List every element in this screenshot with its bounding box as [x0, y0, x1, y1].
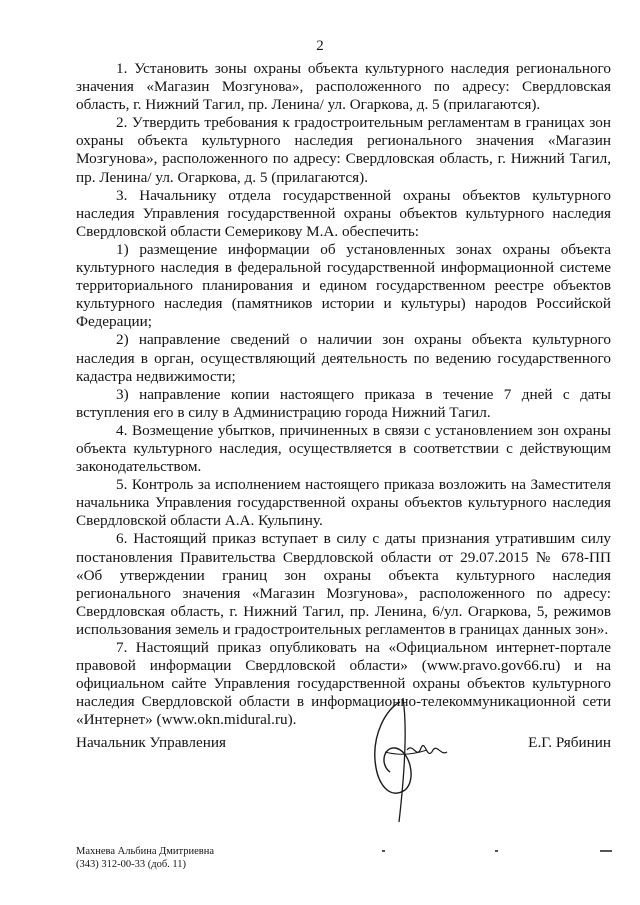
signatory-position: Начальник Управления	[76, 734, 226, 751]
executor-phone: (343) 312-00-33 (доб. 11)	[76, 858, 187, 870]
handwritten-signature	[355, 690, 455, 830]
subitem-1: 1) размещение информации об установленных зонах охраны объекта культурного наследия в федеральной государственной информационной системе территориального планирования и едином государственном реестре объектов культурного наследия (памятников истории и культуры) народов Российской Федерации;	[76, 240, 611, 331]
subitem-2: 2) направление сведений о наличии зон охраны объекта культурного наследия в орган, осуществляющий деятельность по ведению государственного кадастра недвижимости;	[76, 331, 611, 385]
paragraph-1: 1. Установить зоны охраны объекта культурного наследия регионального значения «Магазин Мозгунова», расположенного по адресу: Свердловская область, г. Нижний Тагил, пр. Ленина/ ул. Огаркова, д. 5 (прилагаются).	[76, 60, 611, 114]
paragraph-7: 7. Настоящий приказ опубликовать на «Официальном интернет-портале правовой информации Свердловской области» (www.pravo.gov66.ru) и на официальном сайте Управления государственной охраны объектов культурного наследия Свердловской области в информационно-телекоммуникационной сети «Интернет» (www.okn.midural.ru).	[76, 639, 611, 729]
scan-artifact	[382, 850, 385, 852]
document-body	[76, 60, 611, 729]
executor-info	[76, 846, 214, 871]
paragraph-6: 6. Настоящий приказ вступает в силу с даты признания утратившим силу постановления Правительства Свердловской области от 29.07.2015 № 678-ПП «Об утверждении границ зон охраны объекта культурного наследия регионального значения «Магазин Мозгунова», расположенного по адресу: Свердловская область, г. Нижний Тагил, пр. Ленина, 6/ул. Огаркова, 5, режимов использования земель и градостроительных регламентов в границах данных зон».	[76, 530, 611, 638]
paragraph-3: 3. Начальнику отдела государственной охраны объектов культурного наследия Управления государственной охраны объектов культурного наследия Свердловской области Семерикову М.А. обеспечить:	[76, 186, 611, 240]
paragraph-2: 2. Утвердить требования к градостроительным регламентам в границах зон охраны объекта культурного наследия регионального значения «Магазин Мозгунова», расположенного по адресу: Свердловская область, г. Нижний Тагил, пр. Ленина/ ул. Огаркова, д. 5 (прилагаются).	[76, 114, 611, 186]
signature-block	[76, 734, 611, 756]
scan-artifact	[600, 850, 612, 852]
scan-artifact	[495, 850, 498, 852]
executor-name: Махнева Альбина Дмитриевна	[76, 846, 215, 857]
paragraph-5: 5. Контроль за исполнением настоящего приказа возложить на Заместителя начальника Управления государственной охраны объектов культурного наследия Свердловской области А.А. Кульпину.	[76, 476, 611, 530]
signatory-name: Е.Г. Рябинин	[528, 734, 611, 751]
page-number: 2	[316, 38, 324, 54]
paragraph-4: 4. Возмещение убытков, причиненных в связи с установлением зон охраны объекта культурного наследия, осуществляется в соответствии с действующим законодательством.	[76, 421, 611, 476]
subitem-3: 3) направление копии настоящего приказа в течение 7 дней с даты вступления его в силу в Администрацию города Нижний Тагил.	[76, 385, 611, 421]
